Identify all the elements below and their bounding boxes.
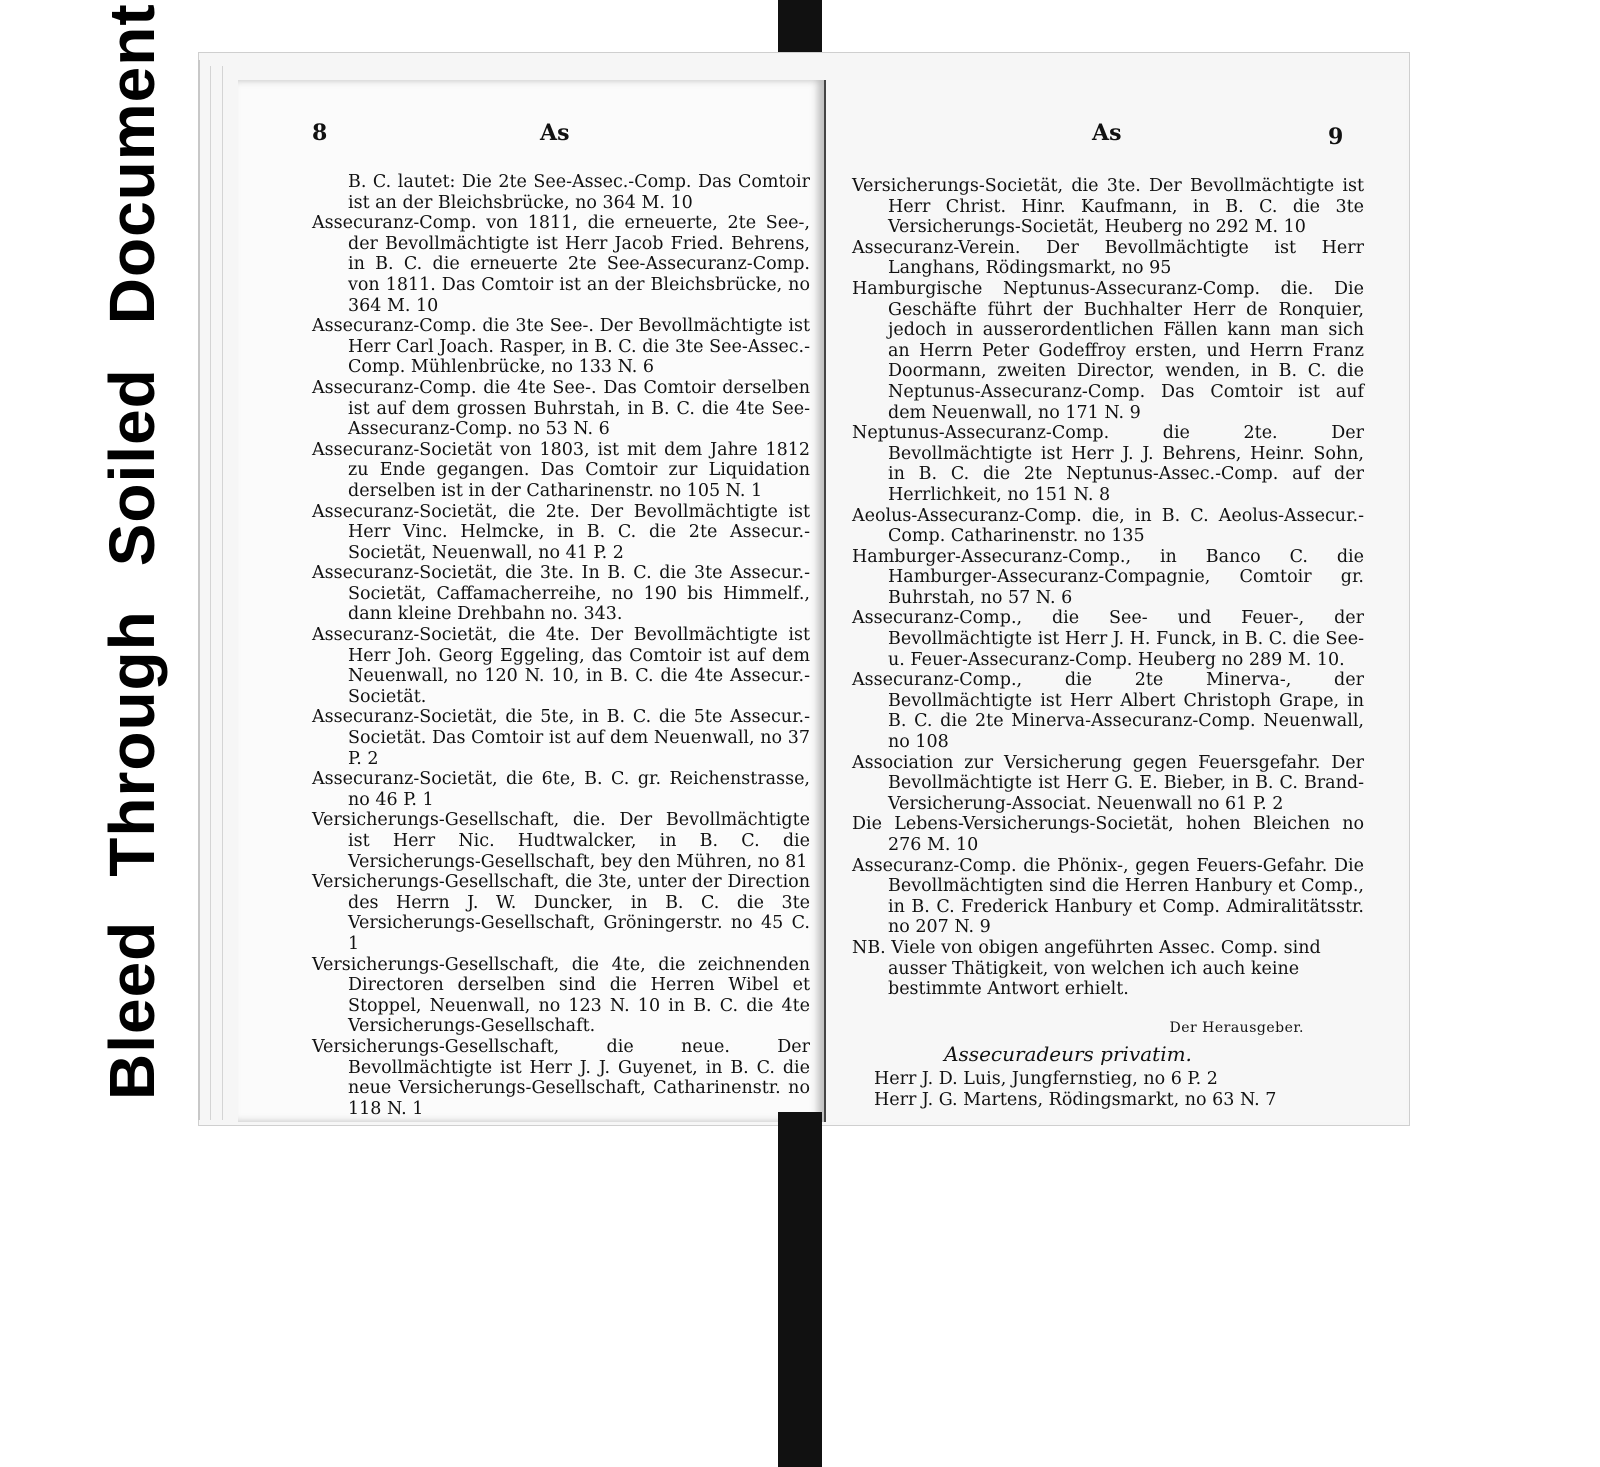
- right-column: [852, 176, 1364, 1110]
- directory-entry: Assecuranz-Comp., die 2te Minerva-, der Bevollmächtigte ist Herr Albert Christoph Grape, in B. C. die 2te Minerva-Assecuranz-Comp. Neuenwall, no 108: [852, 670, 1364, 753]
- editor-signature: Der Herausgeber.: [1169, 1019, 1304, 1036]
- directory-entry: Assecuranz-Societät von 1803, ist mit dem Jahre 1812 zu Ende gegangen. Das Comtoir zur Liquidation derselben ist in der Catharinenstr. no 105 N. 1: [312, 439, 810, 501]
- stamp-word: Bleed: [96, 920, 168, 1100]
- directory-entry: Versicherungs-Gesellschaft, die 3te, unter der Direction des Herrn J. W. Duncker, in B. C. die 3te Versicherungs-Gesellschaft, Gröningerstr. no 45 C. 1: [312, 872, 810, 954]
- directory-entry: Hamburger-Assecuranz-Comp., in Banco C. die Hamburger-Assecuranz-Compagnie, Comtoir gr. Buhrstah, no 57 N. 6: [852, 546, 1364, 608]
- directory-entry: Assecuranz-Societät, die 2te. Der Bevollmächtigte ist Herr Vinc. Helmcke, in B. C. die 2te Assecur.-Societät, Neuenwall, no 41 P. 2: [312, 501, 810, 563]
- right-running-header: As: [1092, 120, 1122, 146]
- directory-entry: Neptunus-Assecuranz-Comp. die 2te. Der Bevollmächtigte ist Herr J. J. Behrens, Heinr. Sohn, in B. C. die 2te Neptunus-Assec.-Comp. auf der Herrlichkeit, no 151 N. 8: [852, 423, 1364, 505]
- directory-entry: Assecuranz-Comp. von 1811, die erneuerte, 2te See-, der Bevollmächtigte ist Herr Jacob Fried. Behrens, in B. C. die erneuerte 2te See-Assecuranz-Comp. von 1811. Das Comtoir ist an der Bleichsbrücke, no 364 M. 10: [312, 213, 810, 316]
- stamp-word: Soiled: [96, 368, 168, 567]
- page-edges: [198, 60, 240, 1120]
- left-column: [312, 172, 810, 1119]
- left-page-number: 8: [312, 120, 328, 146]
- directory-entry: Assecuranz-Societät, die 4te. Der Bevollmächtigte ist Herr Joh. Georg Eggeling, das Comtoir ist auf dem Neuenwall, no 120 N. 10, in B. C. die 4te Assecur.-Societät.: [312, 625, 810, 707]
- directory-entry: Assecuranz-Comp., die See- und Feuer-, der Bevollmächtigte ist Herr J. H. Funck, in B. C. die See- u. Feuer-Assecuranz-Comp. Heuberg no 289 M. 10.: [852, 608, 1364, 670]
- left-running-header: As: [540, 120, 570, 146]
- directory-entry: Assecuranz-Societät, die 6te, B. C. gr. Reichenstrasse, no 46 P. 1: [312, 769, 810, 810]
- directory-entry: Die Lebens-Versicherungs-Societät, hohen Bleichen no 276 M. 10: [852, 814, 1364, 855]
- stamp-word: Through: [96, 610, 168, 877]
- directory-entry: Assecuranz-Comp. die Phönix-, gegen Feuers-Gefahr. Die Bevollmächtigten sind die Herren Hanbury et Comp., in B. C. Frederick Hanbury et Comp. Admiralitätsstr. no 207 N. 9: [852, 855, 1364, 938]
- stamp-word: Document: [96, 3, 168, 325]
- directory-entry: Assecuranz-Societät, die 3te. In B. C. die 3te Assecur.-Societät, Caffamacherreihe, no 190 bis Himmelf., dann kleine Drehbahn no. 343.: [312, 563, 810, 625]
- directory-entry: Association zur Versicherung gegen Feuersgefahr. Der Bevollmächtigte ist Herr G. E. Bieber, in B. C. Brand-Versicherung-Associat. Neuenwall no 61 P. 2: [852, 752, 1364, 814]
- directory-entry: Versicherungs-Gesellschaft, die neue. Der Bevollmächtigte ist Herr J. J. Guyenet, in B. C. die neue Versicherungs-Gesellschaft, Catharinenstr. no 118 N. 1: [312, 1036, 810, 1119]
- directory-entry: Assecuranz-Verein. Der Bevollmächtigte ist Herr Langhans, Rödingsmarkt, no 95: [852, 237, 1364, 279]
- directory-entry: Versicherungs-Societät, die 3te. Der Bevollmächtigte ist Herr Christ. Hinr. Kaufmann, in B. C. die 3te Versicherungs-Societät, Heuberg no 292 M. 10: [852, 176, 1364, 238]
- right-page-number: 9: [1328, 124, 1344, 150]
- private-underwriter: Herr J. G. Martens, Rödingsmarkt, no 63 N. 7: [874, 1089, 1277, 1110]
- directory-entry: Hamburgische Neptunus-Assecuranz-Comp. die. Die Geschäfte führt der Buchhalter Herr de Ronquier, jedoch in ausserordentlichen Fällen kann man sich an Herrn Peter Godeffroy ersten, und Herrn Franz Doormann, zweiten Director, wenden, in B. C. die Neptunus-Assecuranz-Comp. Das Comtoir ist auf dem Neuenwall, no 171 N. 9: [852, 278, 1364, 423]
- directory-entry: B. C. lautet: Die 2te See-Assec.-Comp. Das Comtoir ist an der Bleichsbrücke, no 364 M. 10: [348, 172, 810, 213]
- directory-entry: Versicherungs-Gesellschaft, die. Der Bevollmächtigte ist Herr Nic. Hudtwalcker, in B. C. die Versicherungs-Gesellschaft, bey den Mühren, no 81: [312, 810, 810, 872]
- editor-note: NB. Viele von obigen angeführten Assec. Comp. sind ausser Thätigkeit, von welchen ich auch keine bestimmte Antwort erhielt.: [852, 937, 1321, 1000]
- stamp-label: [96, 3, 168, 1100]
- section-subheading: Assecuradeurs privatim.: [944, 1042, 1192, 1067]
- directory-entry: Assecuranz-Comp. die 3te See-. Der Bevollmächtigte ist Herr Carl Joach. Rasper, in B. C. die 3te See-Assec.-Comp. Mühlenbrücke, no 133 N. 6: [312, 316, 810, 378]
- directory-entry: Aeolus-Assecuranz-Comp. die, in B. C. Aeolus-Assecur.-Comp. Catharinenstr. no 135: [852, 505, 1364, 547]
- directory-entry: Assecuranz-Societät, die 5te, in B. C. die 5te Assecur.-Societät. Das Comtoir ist auf dem Neuenwall, no 37 P. 2: [312, 707, 810, 769]
- directory-entry: Assecuranz-Comp. die 4te See-. Das Comtoir derselben ist auf dem grossen Buhrstah, in B. C. die 4te See-Assecuranz-Comp. no 53 N. 6: [312, 377, 810, 440]
- private-underwriter: Herr J. D. Luis, Jungfernstieg, no 6 P. 2: [874, 1068, 1218, 1089]
- binding-strap-bottom: [778, 1112, 822, 1467]
- directory-entry: Versicherungs-Gesellschaft, die 4te, die zeichnenden Directoren derselben sind die Herren Wibel et Stoppel, Neuenwall, no 123 N. 10 in B. C. die 4te Versicherungs-Gesellschaft.: [312, 954, 810, 1037]
